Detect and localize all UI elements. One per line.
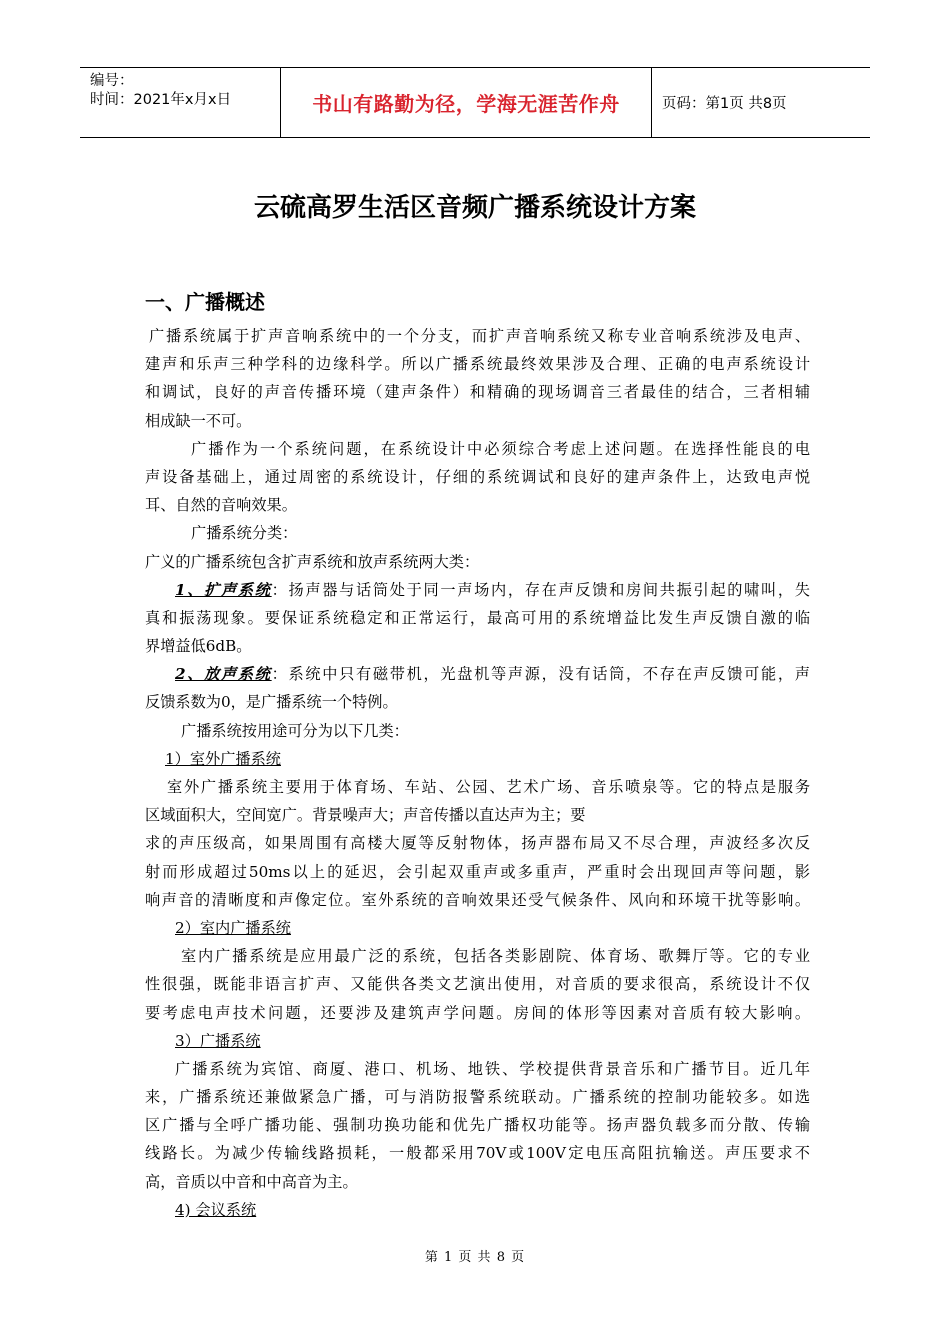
page-footer: 第 1 页 共 8 页 [424, 1250, 526, 1265]
paragraph-line: 来，广播系统还兼做紧急广播，可与消防报警系统联动。广播系统的控制功能较多。如选 [145, 1088, 810, 1107]
motto: 书山有路勤为径，学海无涯苦作舟 [312, 92, 620, 116]
paragraph-line: 相成缺一不可。 [145, 411, 252, 430]
paragraph-line: 射而形成超过50ms以上的延迟，会引起双重声或多重声，严重时会出现回声等问题，影 [145, 862, 810, 881]
paragraph-line: 性很强，既能非语言扩声、又能供各类文艺演出使用，对音质的要求很高，系统设计不仅 [145, 975, 810, 994]
subsection-heading-text: 2）室内广播系统 [175, 918, 291, 937]
paragraph-line: 响声音的清晰度和声像定位。室外系统的音响效果还受气候条件、风向和环境干扰等影响。 [145, 890, 810, 909]
paragraph-line: 声设备基础上，通过周密的系统设计，仔细的系统调试和良好的建声条件上，达致电声悦 [145, 467, 810, 486]
subsection-heading-text: 4) 会议系统 [175, 1200, 257, 1219]
paragraph-line: 界增益低6dB。 [145, 637, 252, 656]
paragraph-line: 广播作为一个系统问题，在系统设计中必须综合考虑上述问题。在选择性能良的电 [191, 439, 810, 458]
paragraph-line: 真和振荡现象。要保证系统稳定和正常运行，最高可用的系统增益比发生声反馈自激的临 [145, 608, 810, 627]
section-heading-overview: 一、广播概述 [145, 290, 265, 314]
paragraph-line: 广播系统分类： [191, 524, 298, 543]
paragraph-line: 室内广播系统是应用最广泛的系统，包括各类影剧院、体育场、歌舞厅等。它的专业 [181, 947, 810, 966]
document-title: 云硫高罗生活区音频广播系统设计方案 [253, 193, 696, 223]
subsection-heading [145, 1196, 810, 1224]
list-item-amplification [145, 576, 810, 604]
subsection-heading [145, 1027, 810, 1055]
paragraph-line: 反馈系数为0，是广播系统一个特例。 [145, 693, 398, 712]
paragraph-line: 广义的广播系统包含扩声系统和放声系统两大类： [145, 552, 480, 571]
paragraph-line: 耳、自然的音响效果。 [145, 496, 297, 515]
body-content [145, 322, 810, 1224]
time-label: 时间：2021年x月x日 [90, 92, 232, 108]
item-text: ：系统中只有磁带机，光盘机等声源，没有话筒，不存在声反馈可能，声 [271, 665, 810, 684]
subsection-heading [145, 914, 810, 942]
paragraph-line: 区广播与全呼广播功能、强制功换功能和优先广播权功能等。扬声器负载多而分散、传输 [145, 1116, 810, 1135]
header-page-info: 页码：第1页 共8页 [662, 96, 787, 112]
paragraph-line: 建声和乐声三种学科的边缘科学。所以广播系统最终效果涉及合理、正确的电声系统设计 [145, 355, 810, 374]
paragraph-line: 广播系统属于扩声音响系统中的一个分支，而扩声音响系统又称专业音响系统涉及电声、 [149, 327, 810, 345]
header-left [80, 68, 280, 137]
paragraph-line: 要考虑电声技术问题，还要涉及建筑声学问题。房间的体形等因素对音质有较大影响。 [145, 1003, 810, 1022]
subsection-heading-text: 1）室外广播系统 [165, 749, 281, 768]
paragraph-line: 区域面积大，空间宽广。背景噪声大；声音传播以直达声为主；要 [145, 806, 586, 825]
item-text: ：扬声器与话筒处于同一声场内，存在声反馈和房间共振引起的啸叫，失 [271, 580, 810, 599]
header-motto-cell [280, 68, 652, 137]
paragraph-line: 和调试，良好的声音传播环境（建声条件）和精确的现场调音三者最佳的结合，三者相辅 [145, 383, 810, 402]
paragraph-line: 线路长。为减少传输线路损耗，一般都采用70V或100V定电压高阻抗输送。声压要求不 [145, 1144, 810, 1163]
number-label: 编号： [90, 73, 134, 89]
subsection-heading [145, 745, 810, 773]
paragraph-line: 广播系统为宾馆、商厦、港口、机场、地铁、学校提供背景音乐和广播节目。近几年 [175, 1059, 810, 1078]
paragraph-line: 求的声压级高，如果周围有高楼大厦等反射物体，扬声器布局又不尽合理，声波经多次反 [145, 834, 810, 853]
header-table [80, 67, 870, 138]
term-amplification: 1、扩声系统 [175, 580, 272, 599]
paragraph-line: 高，音质以中音和中高音为主。 [145, 1172, 358, 1191]
list-item-playback [145, 660, 810, 688]
paragraph-line: 广播系统按用途可分为以下几类： [181, 721, 409, 740]
term-playback: 2、放声系统 [175, 665, 272, 684]
subsection-heading-text: 3）广播系统 [175, 1031, 261, 1050]
paragraph-line: 室外广播系统主要用于体育场、车站、公园、艺术广场、音乐喷泉等。它的特点是服务 [167, 778, 810, 796]
